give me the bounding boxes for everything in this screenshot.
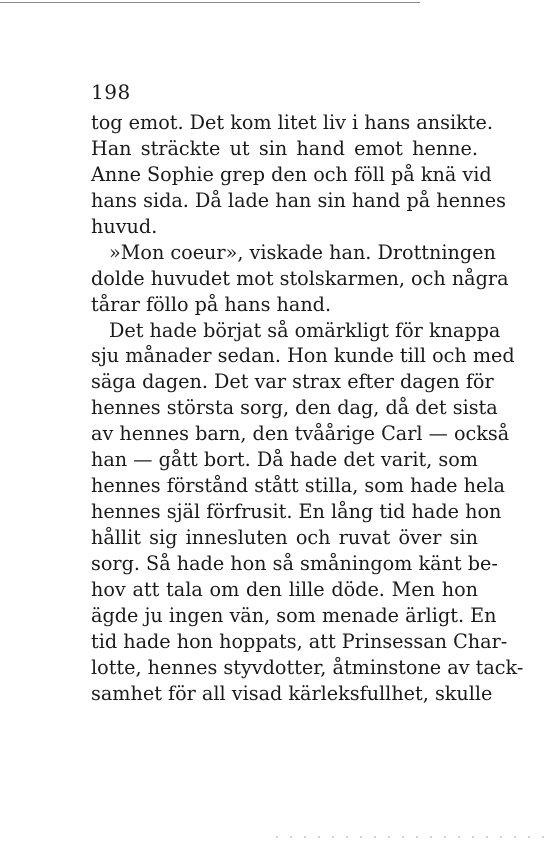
- scan-specks: [270, 836, 552, 838]
- text-line: tog emot. Det kom litet liv i hans ansikte.: [91, 111, 493, 134]
- text-line: samhet för all visad kärleksfullhet, skulle: [91, 681, 493, 705]
- text-line: hållit sig innesluten och ruvat över sin: [91, 526, 478, 549]
- text-line: hennes största sorg, den dag, då det sista: [91, 396, 498, 420]
- text-line: hennes själ förfrusit. En lång tid hade hon: [91, 500, 502, 524]
- text-line: Det hade börjat så omärkligt för knappa: [109, 318, 501, 342]
- text-line: han — gått bort. Då hade det varit, som: [91, 448, 478, 472]
- text-line: av hennes barn, den tvåårige Carl — också: [91, 422, 510, 446]
- text-line: »Mon coeur», viskade han. Drottningen: [109, 240, 496, 264]
- page-number: 198: [91, 80, 131, 104]
- text-line: dolde huvudet mot stolskarmen, och några: [91, 266, 509, 290]
- text-line: tårar föllo på hans hand.: [91, 292, 332, 316]
- text-line: sju månader sedan. Hon kunde till och med: [91, 344, 515, 368]
- text-line: hans sida. Då lade han sin hand på hennes: [91, 188, 506, 212]
- text-line: ägde ju ingen vän, som menade ärligt. En: [91, 603, 497, 627]
- text-line: lotte, hennes styvdotter, åtminstone av tack-: [91, 655, 524, 679]
- text-line: tid hade hon hoppats, att Prinsessan Char-: [91, 629, 508, 653]
- text-line: hov att tala om den lille döde. Men hon: [91, 577, 478, 601]
- top-rule: [0, 2, 420, 3]
- text-line: säga dagen. Det var strax efter dagen för: [91, 370, 494, 394]
- text-line: Han sträckte ut sin hand emot henne.: [91, 136, 478, 160]
- text-line: huvud.: [91, 214, 158, 238]
- text-line: hennes förstånd stått stilla, som hade hela: [91, 474, 505, 498]
- body-text: [91, 110, 524, 707]
- text-line: Anne Sophie grep den och föll på knä vid: [91, 162, 492, 186]
- text-line: sorg. Så hade hon så småningom känt be-: [91, 551, 498, 575]
